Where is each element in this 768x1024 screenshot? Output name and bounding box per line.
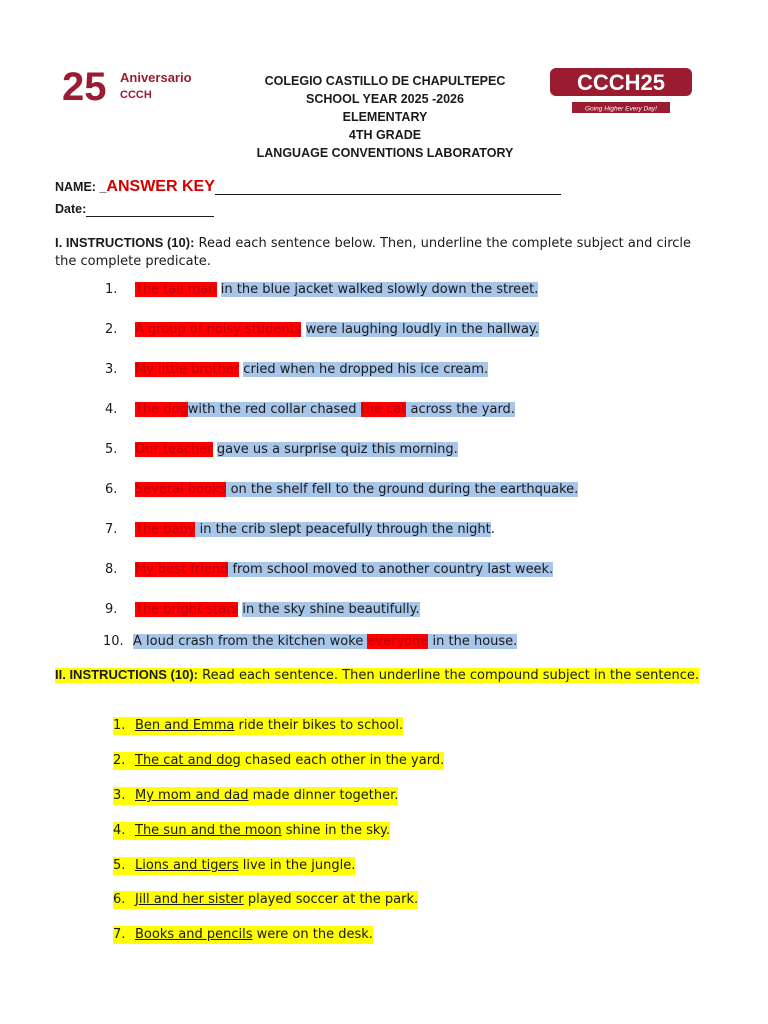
item-number: 2.: [105, 322, 118, 337]
compound-subject: The cat and dog: [135, 753, 241, 768]
spacer: [301, 322, 305, 337]
subject-highlight: Several books: [135, 482, 227, 497]
anniversary-logo: [62, 66, 212, 106]
subject-highlight: My little brother: [135, 362, 240, 377]
predicate-highlight: A loud crash from the kitchen woke: [133, 634, 368, 649]
sentence-rest: were on the desk.: [252, 927, 373, 942]
answer-key-label: ANSWER KEY: [106, 178, 215, 195]
compound-subject: My mom and dad: [135, 788, 249, 803]
item-number: 4.: [105, 402, 118, 417]
list-item: [103, 633, 517, 651]
predicate-highlight: in the sky shine beautifully.: [242, 602, 420, 617]
sentence-rest: chased each other in the yard.: [240, 753, 445, 768]
date-underline: [86, 202, 214, 217]
date-label: Date:: [55, 202, 87, 216]
school-level: ELEMENTARY: [342, 110, 428, 124]
section2-instructions: [55, 666, 715, 685]
sentence-period: .: [490, 522, 495, 537]
predicate-highlight: gave us a surprise quiz this morning.: [216, 442, 458, 457]
section2-heading: II. INSTRUCTIONS (10):: [55, 667, 199, 682]
compound-subject: Books and pencils: [135, 927, 253, 942]
predicate-highlight: in the house.: [428, 634, 518, 649]
name-underline: [215, 180, 561, 195]
list-item: [105, 521, 495, 539]
predicate-highlight: in the blue jacket walked slowly down the street.: [220, 282, 539, 297]
item-number: 7.: [113, 927, 126, 942]
list-item: [113, 787, 398, 805]
predicate-highlight: from school moved to another country last week.: [228, 562, 554, 577]
school-name: COLEGIO CASTILLO DE CHAPULTEPEC: [264, 74, 506, 88]
sentence-rest: made dinner together.: [248, 788, 399, 803]
item-number: 4.: [113, 823, 126, 838]
predicate-highlight: were laughing loudly in the hallway.: [305, 322, 539, 337]
subject-highlight: The dog: [135, 402, 188, 417]
predicate-highlight: with the red collar chased: [187, 402, 361, 417]
list-item: [113, 891, 418, 909]
item-number: 1.: [113, 718, 126, 733]
list-item: [113, 857, 355, 875]
item-number: 9.: [105, 602, 118, 617]
object-highlight: everyone: [367, 634, 429, 649]
date-field: [55, 202, 214, 217]
compound-subject: The sun and the moon: [135, 823, 282, 838]
sentence-rest: live in the jungle.: [238, 858, 356, 873]
logo-tagline: Going Higher Every Day!: [585, 105, 657, 113]
item-number: 7.: [105, 522, 118, 537]
list-item: [105, 401, 515, 419]
item-number: 6.: [105, 482, 118, 497]
item-number: 8.: [105, 562, 118, 577]
subject-highlight: My best friend: [135, 562, 229, 577]
list-item: [105, 441, 458, 459]
item-number: 10.: [103, 634, 124, 649]
section2-text: Read each sentence. Then underline the compound subject in the sentence.: [198, 668, 700, 683]
section1-instructions: [55, 234, 715, 271]
compound-subject: Lions and tigers: [135, 858, 239, 873]
subject-highlight: The tall man: [135, 282, 217, 297]
sentence-rest: ride their bikes to school.: [234, 718, 404, 733]
predicate-highlight: on the shelf fell to the ground during the earthquake.: [226, 482, 579, 497]
school-year: SCHOOL YEAR 2025 -2026: [306, 92, 464, 106]
subject-highlight: A group of noisy students: [135, 322, 302, 337]
section1-text: Read each sentence below. Then, underline the complete subject and circle the complete predicate.: [55, 236, 692, 269]
list-item: [113, 717, 403, 735]
item-number: 5.: [105, 442, 118, 457]
school-header: [230, 72, 540, 162]
subject-highlight: The baby: [135, 522, 196, 537]
subject-highlight: The bright stars: [135, 602, 239, 617]
sentence-rest: played soccer at the park.: [243, 892, 419, 907]
grade: 4TH GRADE: [348, 128, 422, 142]
ccch25-logo: [548, 66, 694, 116]
logo-number: 25: [62, 66, 107, 106]
list-item: [105, 281, 538, 299]
list-item: [113, 926, 373, 944]
name-label: NAME: _: [55, 180, 107, 194]
compound-subject: Jill and her sister: [135, 892, 244, 907]
item-number: 5.: [113, 858, 126, 873]
logo-subtitle: CCCH: [120, 89, 152, 101]
list-item: [105, 321, 539, 339]
item-number: 3.: [113, 788, 126, 803]
sentence-rest: shine in the sky.: [281, 823, 390, 838]
predicate-highlight: cried when he dropped his ice cream.: [243, 362, 489, 377]
predicate-highlight: across the yard.: [406, 402, 515, 417]
list-item: [105, 561, 553, 579]
logo-main-text: CCCH25: [576, 70, 666, 95]
section1-heading: I. INSTRUCTIONS (10):: [55, 235, 195, 250]
worksheet-title: LANGUAGE CONVENTIONS LABORATORY: [256, 146, 514, 160]
list-item: [113, 752, 444, 770]
subject-highlight: Our teacher: [135, 442, 213, 457]
predicate-highlight: in the crib slept peacefully through the night: [195, 522, 491, 537]
logo-title: Aniversario: [120, 70, 192, 85]
item-number: 3.: [105, 362, 118, 377]
object-highlight: the cat: [360, 402, 407, 417]
list-item: [113, 822, 390, 840]
list-item: [105, 361, 488, 379]
list-item: [105, 481, 578, 499]
item-number: 6.: [113, 892, 126, 907]
item-number: 2.: [113, 753, 126, 768]
item-number: 1.: [105, 282, 118, 297]
name-field: [55, 178, 561, 196]
list-item: [105, 601, 420, 619]
compound-subject: Ben and Emma: [135, 718, 235, 733]
